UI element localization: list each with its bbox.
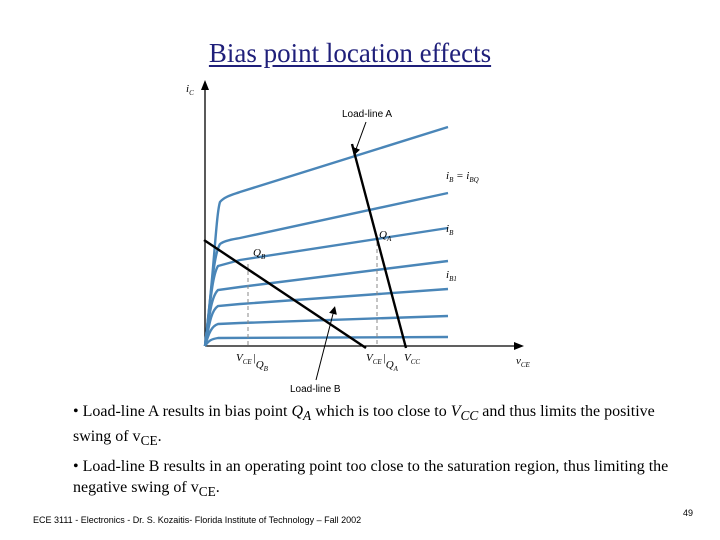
x-axis-label: $v_{CE}$	[516, 355, 530, 369]
qa-label: $Q_A$	[379, 229, 392, 243]
load-line-a-label: Load-line A	[342, 109, 393, 120]
load-line-a-pointer	[355, 122, 366, 152]
curve-label-ib: $i_B$	[446, 223, 454, 237]
x-axis-arrow	[514, 342, 524, 350]
page-number: 49	[683, 508, 694, 518]
dashed-guides	[248, 242, 377, 346]
vce-qa-label: $V_{CE}|Q_A$	[366, 352, 398, 373]
vcc-label: $V_{CC}$	[404, 352, 421, 366]
vce-qb-label: $V_{CE}|Q_B$	[236, 352, 268, 373]
qb-label: $Q_B$	[253, 247, 266, 261]
curve-label-ibq: $i_B = i_{BQ}$	[446, 170, 479, 184]
y-axis-label: $i_C$	[186, 83, 194, 97]
load-line-b-label: Load-line B	[290, 384, 341, 395]
bjt-characteristic-diagram	[180, 74, 540, 396]
bullet-load-line-b: • Load-line B results in an operating point too close to the saturation region, thus limiting the negative swing of $v_{CE}$.	[73, 458, 669, 500]
footer-text: ECE 3111 - Electronics - Dr. S. Kozaitis- Florida Institute of Technology – Fall 2002	[33, 515, 362, 525]
y-axis-arrow	[201, 80, 209, 90]
curve-label-ib1: $i_{B1}$	[446, 269, 457, 283]
slide-title: Bias point location effects	[208, 38, 492, 68]
characteristic-curves	[205, 127, 448, 346]
load-line-b	[204, 240, 366, 348]
bullet-load-line-a: • Load-line A results in bias point $Q_A$ which is too close to $V_{CC}$ and thus limits the positive swing of $v_{CE}$.	[73, 403, 655, 449]
